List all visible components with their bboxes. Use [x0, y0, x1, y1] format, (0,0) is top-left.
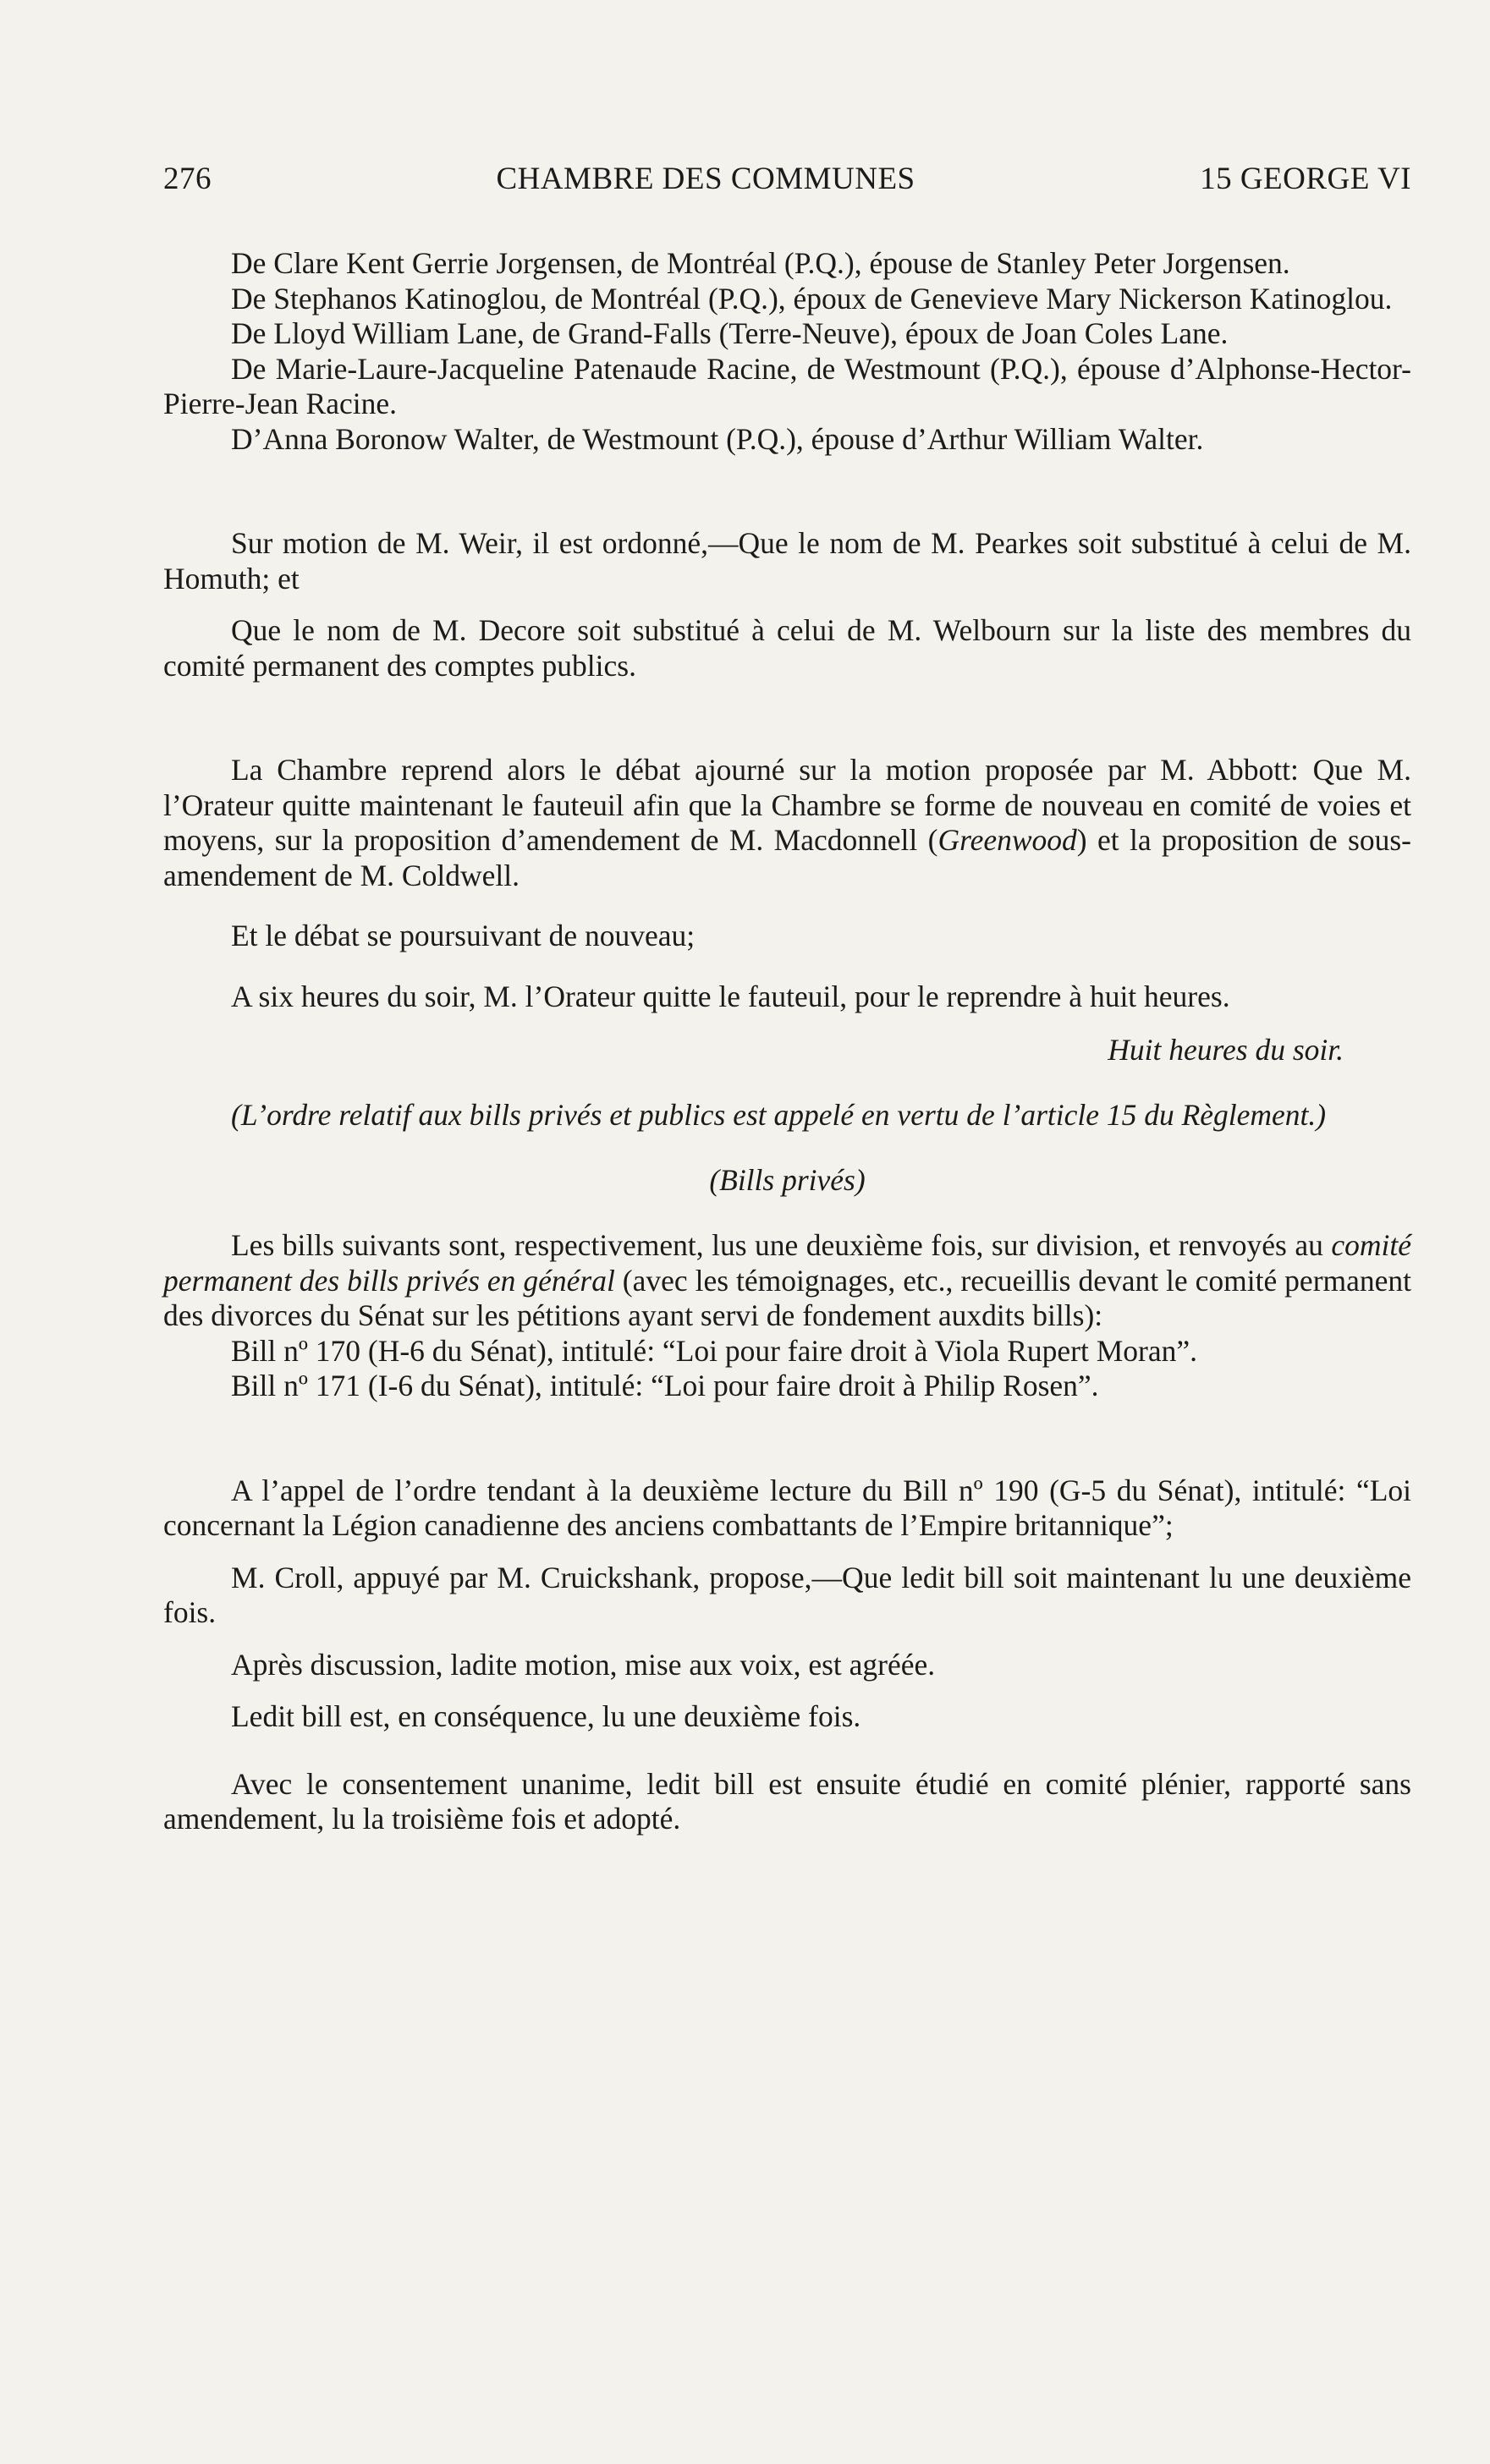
debate-paragraph: Et le débat se poursuivant de nouveau; [231, 919, 696, 952]
debate-paragraph: A six heures du soir, M. l’Orateur quitte le fauteuil, pour le reprendre à huit heures. [231, 979, 1230, 1013]
bill-entry: Bill nº 170 (H-6 du Sénat), intitulé: “Loi pour faire droit à Viola Rupert Moran”. [231, 1333, 1197, 1368]
committee-name: comité permanent des bills privés en général [163, 1228, 1411, 1298]
page-number: 276 [163, 162, 212, 196]
order-note: (L’ordre relatif aux bills privés et publics est appelé en vertu de l’article 15 du Règlement.) [231, 1098, 1327, 1132]
private-bills-intro [163, 1228, 1411, 1334]
bill-190-paragraph: A l’appel de l’ordre tendant à la deuxième lecture du Bill nº 190 (G-5 du Sénat), intitulé: “Loi concernant la Légion canadienne des anciens combattants de l’Empire britannique”; [163, 1473, 1411, 1542]
section-heading: (Bills privés) [709, 1163, 866, 1197]
motion-paragraph: Sur motion de M. Weir, il est ordonné,—Que le nom de M. Pearkes soit substitué à celui de M. Homuth; et [163, 526, 1411, 595]
running-header [163, 161, 1411, 197]
intro-text: (avec les témoignages, etc., recueillis devant le comité permanent des divorces du Sénat sur les pétitions ayant servi de fondement auxdits bills): [163, 1263, 1411, 1332]
divorce-entry: De Clare Kent Gerrie Jorgensen, de Montréal (P.Q.), épouse de Stanley Peter Jorgensen. [231, 246, 1290, 280]
bill-190-section [163, 1473, 1411, 1837]
intro-text: Les bills suivants sont, respectivement, lus une deuxième fois, sur division, et renvoyés au [231, 1228, 1332, 1262]
bill-190-paragraph: Avec le consentement unanime, ledit bill est ensuite étudié en comité plénier, rapporté sans amendement, lu la troisième fois et adopté. [163, 1766, 1411, 1836]
bill-190-paragraph: Ledit bill est, en conséquence, lu une deuxième fois. [231, 1699, 861, 1733]
divorce-entry: De Stephanos Katinoglou, de Montréal (P.Q.), époux de Genevieve Mary Nickerson Katinoglou. [231, 281, 1393, 316]
debate-text: ) et la proposition de sous-amendement de M. Coldwell. [163, 823, 1412, 892]
time-heading: Huit heures du soir. [1108, 1033, 1344, 1067]
debate-text: La Chambre reprend alors le débat ajourné sur la motion proposée par M. Abbott: Que M. l’Orateur quitte maintenant le fauteuil afin que la Chambre se forme de nouveau en comité de voies et moyens, sur la proposition d’amendement de M. Macdonnell ( [163, 753, 1411, 857]
bill-190-paragraph: M. Croll, appuyé par M. Cruickshank, propose,—Que ledit bill soit maintenant lu une deuxième fois. [163, 1560, 1411, 1629]
header-title: CHAMBRE DES COMMUNES [496, 162, 915, 196]
divorce-list [163, 246, 1411, 457]
debate-section [163, 753, 1411, 1014]
divorce-entry: De Lloyd William Lane, de Grand-Falls (Terre-Neuve), époux de Joan Coles Lane. [231, 316, 1229, 350]
page-body [163, 246, 1411, 1837]
debate-paragraph [163, 753, 1411, 893]
header-reign: 15 GEORGE VI [1200, 162, 1411, 196]
riding-name: Greenwood [937, 823, 1077, 857]
bill-entry: Bill nº 171 (I-6 du Sénat), intitulé: “Loi pour faire droit à Philip Rosen”. [231, 1369, 1099, 1402]
divorce-entry: D’Anna Boronow Walter, de Westmount (P.Q.), épouse d’Arthur William Walter. [231, 421, 1204, 456]
private-bills [163, 1228, 1411, 1404]
motion-weir [163, 526, 1411, 683]
motion-paragraph: Que le nom de M. Decore soit substitué à celui de M. Welbourn sur la liste des membres du comité permanent des comptes publics. [163, 613, 1411, 683]
bill-190-paragraph: Après discussion, ladite motion, mise aux voix, est agréée. [231, 1647, 936, 1682]
divorce-entry: De Marie-Laure-Jacqueline Patenaude Racine, de Westmount (P.Q.), épouse d’Alphonse-Hector-Pierre-Jean Racine. [163, 351, 1411, 420]
